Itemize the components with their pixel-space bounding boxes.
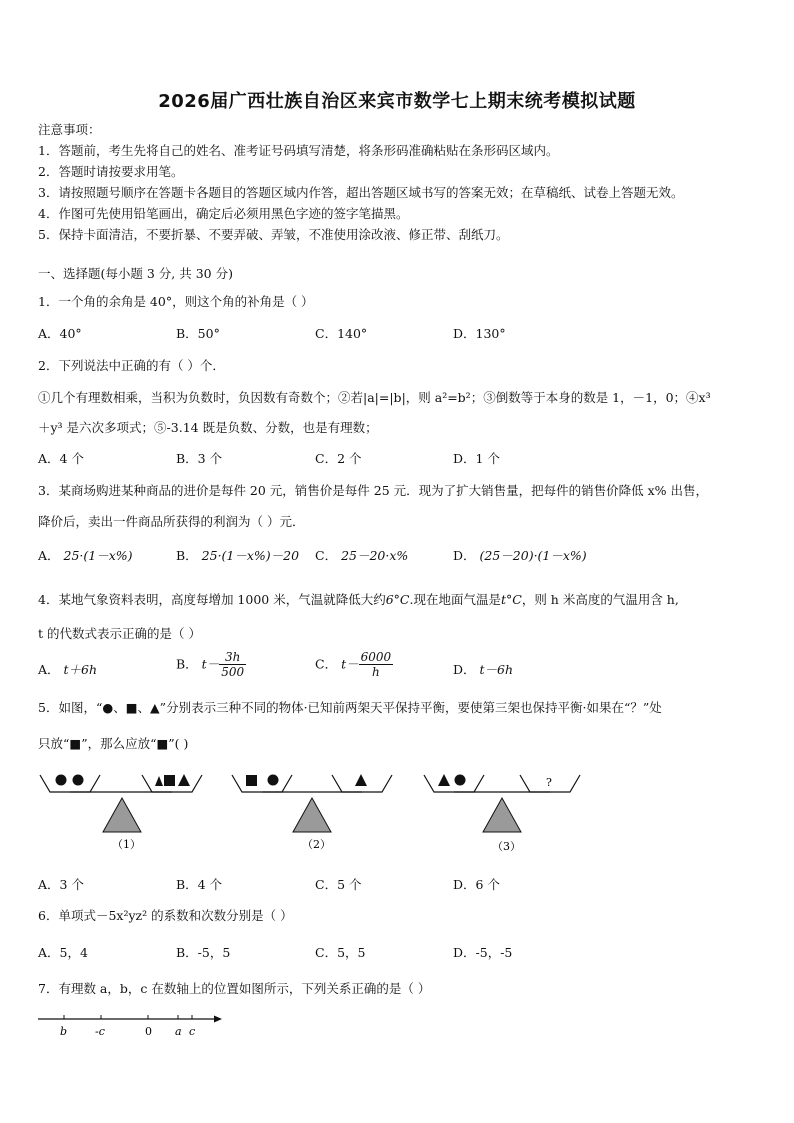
scale-caption-3: （3）	[492, 840, 521, 853]
q1-option-d[interactable]: D．130°	[453, 326, 506, 341]
label-zero: 0	[145, 1025, 152, 1038]
option-expression: (25－20)·(1－x%)	[479, 548, 587, 563]
question-6-stem: 6．单项式－5x²yz² 的系数和次数分别是（ ）	[38, 908, 293, 923]
scale-caption-2: （2）	[302, 838, 331, 851]
circle-object	[56, 775, 67, 786]
q6-option-a[interactable]: A．5，4	[38, 945, 88, 960]
unknown-mark: ?	[546, 776, 552, 789]
section-heading: 一、选择题(每小题 3 分, 共 30 分)	[38, 266, 233, 281]
q5-option-c[interactable]: C．5 个	[315, 877, 362, 892]
axis-arrow-icon	[214, 1016, 222, 1023]
question-2-statements-cont: ＋y³ 是六次多项式；⑤-3.14 既是负数、分数，也是有理数；	[38, 420, 378, 435]
fraction-numerator: 3h	[219, 650, 246, 665]
note-item: 1．答题前，考生先将自己的姓名、准考证号码填写清楚，将条形码准确粘贴在条形码区域内。	[38, 143, 559, 158]
note-item: 4．作图可先使用铅笔画出，确定后必须用黑色字迹的签字笔描黑。	[38, 206, 409, 221]
q4-temp-drop: 6°C	[385, 592, 410, 607]
option-label: C．	[315, 656, 338, 672]
q5-option-d[interactable]: D．6 个	[453, 877, 500, 892]
q4-option-d[interactable]	[453, 660, 513, 678]
q6-option-c[interactable]: C．5，5	[315, 945, 366, 960]
q5-option-a[interactable]: A．3 个	[38, 877, 84, 892]
fulcrum-triangle	[103, 798, 141, 832]
question-3-stem: 3．某商场购进某种商品的进价是每件 20 元，销售价是每件 25 元．现为了扩大销售量，把每件的销售价降低 x% 出售，	[38, 483, 709, 498]
fraction	[359, 650, 394, 680]
q2-option-a[interactable]: A．4 个	[38, 451, 84, 466]
q6-option-b[interactable]: B．-5，5	[176, 945, 231, 960]
q1-option-b[interactable]: B．50°	[176, 326, 220, 341]
q2-option-c[interactable]: C．2 个	[315, 451, 362, 466]
option-label: B．	[176, 656, 198, 672]
q4-option-c[interactable]	[315, 650, 393, 680]
note-item: 2．答题时请按要求用笔。	[38, 164, 184, 179]
option-expression: 25·(1－x%)	[63, 548, 133, 563]
option-expression: t－	[341, 656, 359, 672]
circle-object	[73, 775, 84, 786]
balance-scale-2	[232, 774, 392, 851]
fulcrum-triangle	[293, 798, 331, 832]
note-item: 3．请按照题号顺序在答题卡各题目的答题区域内作答，超出答题区域书写的答案无效；在草稿纸、试卷上答题无效。	[38, 185, 684, 200]
q3-option-d[interactable]	[453, 546, 587, 564]
q4-text-1: 4．某地气象资料表明，高度每增加 1000 米，气温就降低大约	[38, 592, 386, 607]
option-label: D．	[453, 548, 476, 563]
q1-option-a[interactable]: A．40°	[38, 326, 82, 341]
balance-scale-3	[424, 774, 580, 853]
q2-option-d[interactable]: D．1 个	[453, 451, 500, 466]
triangle-object	[178, 774, 190, 786]
q3-option-b[interactable]	[176, 546, 299, 564]
scale-caption-1: （1）	[112, 838, 141, 851]
question-2-stem: 2．下列说法中正确的有（ ）个．	[38, 358, 225, 373]
q3-option-c[interactable]	[315, 546, 408, 564]
balance-scales-figure	[0, 760, 794, 860]
q4-option-a[interactable]	[38, 660, 97, 678]
label-b: b	[60, 1025, 68, 1038]
label-c: c	[189, 1025, 196, 1038]
q4-option-b[interactable]	[176, 650, 246, 680]
option-label: C．	[315, 548, 338, 563]
question-4-stem-cont: t 的代数式表示正确的是（ ）	[38, 626, 201, 641]
q3-option-a[interactable]	[38, 546, 133, 564]
label-neg-c: -c	[95, 1025, 105, 1038]
exam-title: 2026届广西壮族自治区来宾市数学七上期末统考模拟试题	[158, 91, 636, 112]
q6-option-d[interactable]: D．-5，-5	[453, 945, 513, 960]
label-a: a	[175, 1025, 182, 1038]
q4-text-3: ，则 h 米高度的气温用含 h,	[521, 592, 679, 607]
square-object	[246, 775, 257, 786]
balance-scale-1	[40, 774, 202, 851]
option-label: B．	[176, 548, 198, 563]
circle-object	[455, 775, 466, 786]
note-item: 5．保持卡面清洁，不要折暴、不要弄破、弄皱，不准使用涂改液、修正带、刮纸刀。	[38, 227, 509, 242]
triangle-object	[355, 774, 367, 786]
fraction-denominator: 500	[221, 665, 245, 680]
fulcrum-triangle	[483, 798, 521, 832]
notes-heading: 注意事项：	[38, 122, 101, 137]
q5-option-b[interactable]: B．4 个	[176, 877, 223, 892]
fraction-denominator: h	[372, 665, 380, 680]
q2-option-b[interactable]: B．3 个	[176, 451, 223, 466]
option-label: A．	[38, 548, 60, 563]
question-2-statements: ①几个有理数相乘，当积为负数时，负因数有奇数个；②若|a|=|b|，则 a²=b²；③倒数等于本身的数是 1，－1，0；④x³	[38, 390, 711, 405]
square-object	[164, 775, 175, 786]
left-pan	[40, 775, 100, 792]
triangle-object	[155, 776, 163, 786]
question-1-stem: 1．一个角的余角是 40°，则这个角的补角是（ ）	[38, 294, 314, 309]
option-expression: t＋6h	[63, 662, 98, 677]
question-3-stem-cont: 降价后，卖出一件商品所获得的利润为（ ）元．	[38, 514, 305, 529]
triangle-object	[438, 774, 450, 786]
q4-ground-temp: t°C	[500, 592, 522, 607]
option-label: D．	[453, 662, 476, 677]
number-line-figure	[0, 1005, 260, 1045]
option-expression: t－	[201, 656, 220, 672]
left-pan	[424, 775, 484, 792]
fraction	[219, 650, 246, 680]
q1-option-c[interactable]: C．140°	[315, 326, 368, 341]
option-label: A．	[38, 662, 60, 677]
option-expression: 25·(1－x%)－20	[201, 548, 300, 563]
question-5-stem: 5．如图，“●、■、▲”分别表示三种不同的物体·已知前两架天平保持平衡，要使第三架也保持平衡·如果在“？”处	[38, 700, 662, 715]
left-pan	[232, 775, 292, 792]
fraction-numerator: 6000	[360, 650, 392, 664]
q4-text-2: .现在地面气温是	[409, 592, 501, 607]
question-4-stem	[38, 590, 679, 608]
option-expression: t－6h	[479, 662, 514, 677]
question-7-stem: 7．有理数 a，b，c 在数轴上的位置如图所示，下列关系正确的是（ ）	[38, 981, 431, 996]
option-expression: 25－20·x%	[341, 548, 409, 563]
circle-object	[268, 775, 279, 786]
question-5-stem-cont: 只放“■”，那么应放“■”( )	[38, 736, 189, 751]
